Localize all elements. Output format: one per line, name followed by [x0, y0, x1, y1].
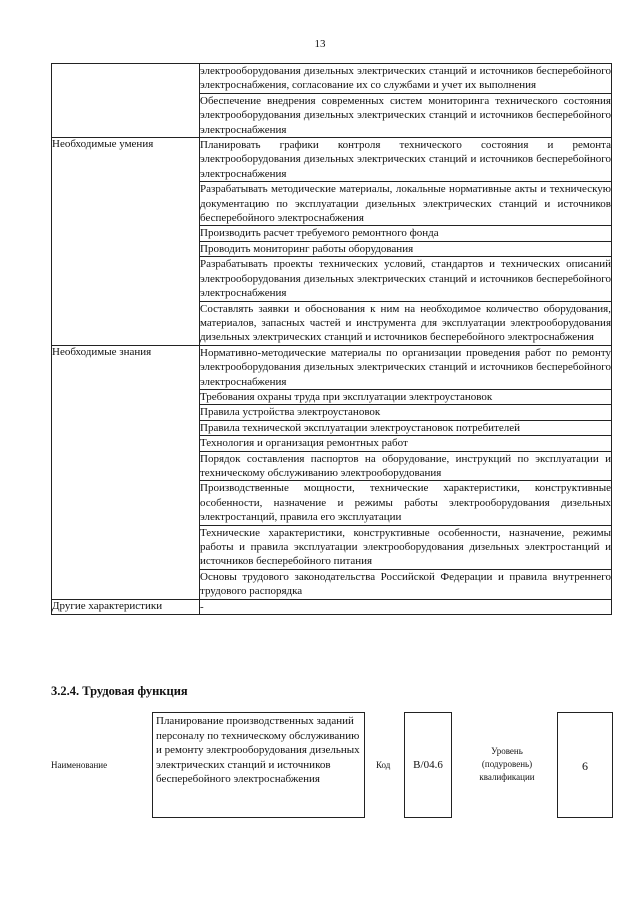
code-value: B/04.6	[404, 712, 452, 818]
row-text: Проводить мониторинг работы оборудования	[200, 241, 612, 256]
row-label	[52, 64, 200, 138]
row-text: Разрабатывать проекты технических условий, стандартов и технических описаний электрооборудования дизельных электрических станций и источников бесперебойного электроснабжения	[200, 258, 611, 300]
code-label: Код	[376, 760, 391, 770]
row-text: Нормативно-методические материалы по организации проведения работ по ремонту электрооборудования дизельных электрических станций и источников бесперебойного электроснабжения	[200, 346, 611, 388]
row-label-knowledge: Необходимые знания	[52, 345, 200, 599]
row-text: Правила устройства электроустановок	[200, 405, 612, 420]
row-text: Требования охраны труда при эксплуатации электроустановок	[200, 389, 612, 404]
row-text: Технология и организация ремонтных работ	[200, 436, 612, 451]
row-label-skills: Необходимые умения	[52, 138, 200, 346]
row-text: -	[200, 599, 612, 614]
name-value: Планирование производственных заданий персоналу по техническому обслуживанию и ремонту электрооборудования дизельных электрических станций и источников бесперебойного электроснабжения	[152, 712, 365, 818]
page-number: 13	[314, 38, 326, 50]
row-text: Разрабатывать методические материалы, локальные нормативные акты и техническую документацию по эксплуатации дизельных электрических станций и источников бесперебойного электроснабжения	[200, 183, 611, 225]
row-label-other: Другие характеристики	[52, 599, 200, 614]
qualification-level-value: 6	[557, 712, 613, 818]
row-text: Производственные мощности, технические характеристики, конструктивные особенности, назначение и режимы работы электрооборудования дизельных электростанций, правила его эксплуатации	[200, 482, 611, 524]
row-text: Планировать графики контроля технического состояния и ремонта электрооборудования дизельных электрических станций и источников бесперебойного электроснабжения	[200, 139, 611, 180]
row-text: Технические характеристики, конструктивные особенности, назначение, режимы работы и правила эксплуатации электрооборудования дизельных электростанций и источников бесперебойного питания	[200, 526, 611, 568]
qualification-level-label: Уровень (подуровень) квалификации	[479, 746, 535, 782]
requirements-table	[51, 63, 612, 615]
name-label: Наименование	[51, 760, 108, 770]
row-text: Обеспечение внедрения современных систем мониторинга технического состояния электрооборудования дизельных электрических станций и источников бесперебойного электроснабжения	[200, 94, 611, 136]
table-row	[52, 138, 612, 182]
row-text: Правила технической эксплуатации электроустановок потребителей	[200, 420, 612, 435]
row-text: Производить расчет требуемого ремонтного фонда	[200, 226, 612, 241]
row-text: Составлять заявки и обоснования к ним на необходимое количество оборудования, материалов, запасных частей и инструмента для эксплуатации электрооборудования дизельных электрических станций и источников бесперебойного электроснабжения	[200, 302, 611, 344]
table-row	[52, 345, 612, 389]
table-row	[52, 599, 612, 614]
section-heading: 3.2.4. Трудовая функция	[51, 684, 188, 698]
row-text: Основы трудового законодательства Российской Федерации и правила внутреннего трудового распорядка	[200, 570, 611, 598]
row-text: Порядок составления паспортов на оборудование, инструкций по эксплуатации и техническому обслуживанию электрооборудования	[200, 452, 611, 479]
table-row	[52, 64, 612, 94]
row-text: электрооборудования дизельных электрических станций и источников бесперебойного электроснабжения, согласование их со службами и учет их выполнения	[200, 65, 611, 92]
